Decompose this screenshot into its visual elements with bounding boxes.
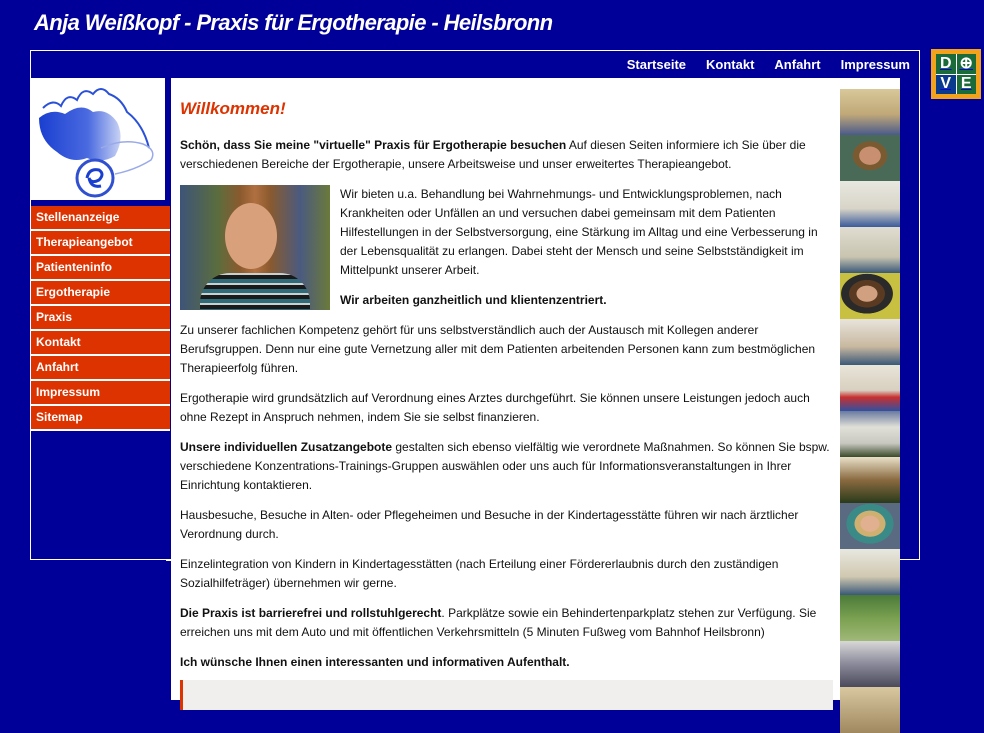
portrait-face: [225, 203, 277, 269]
offer-paragraph: Wir bieten u.a. Behandlung bei Wahrnehmungs- und Entwicklungsproblemen, nach Krankheiten oder Unfällen an und versuchen dabei gemeinsam mit dem Patienten Hilfestellungen in der Selbstversorgung, eine Stärkung im Alltag und eine Verbesserung in der Lebensqualität zu erlangen. Dabei steht der Mensch und seine Selbstständigkeit im Mittelpunkt unserer Arbeit.: [340, 187, 818, 277]
photo-therapy-room[interactable]: [840, 89, 900, 135]
closing-bold: Ich wünsche Ihnen einen interessanten und informativen Aufenthalt.: [180, 655, 570, 669]
visits-paragraph: Hausbesuche, Besuche in Alten- oder Pflegeheimen und Besuche in der Kindertagesstätte führen wir nach ärztlicher Verordnung durch.: [180, 508, 799, 541]
closing-paragraph: [180, 653, 830, 672]
photo-strip: [840, 89, 900, 733]
intro-paragraph: [180, 136, 830, 174]
dve-logo-grid: [936, 54, 976, 94]
integration-paragraph: Einzelintegration von Kindern in Kindertagesstätten (nach Erteilung einer Fördererlaubnis durch den zuständigen Sozialhilfeträger) übernehmen wir gerne.: [180, 557, 779, 590]
photo-portrait-curly[interactable]: [840, 135, 900, 181]
photo-shelves[interactable]: [840, 319, 900, 365]
dve-letter-v: V: [936, 75, 956, 95]
holistic-bold: Wir arbeiten ganzheitlich und klientenzentriert.: [340, 293, 607, 307]
dve-partner-logo[interactable]: [931, 49, 981, 99]
photo-reception[interactable]: [840, 457, 900, 503]
notice-box: [180, 680, 833, 710]
sidebar-item-praxis[interactable]: Praxis: [31, 306, 170, 331]
photo-mats[interactable]: [840, 365, 900, 411]
accessibility-bold: Die Praxis ist barrierefrei und rollstuhlgerecht: [180, 606, 442, 620]
prescription-paragraph: Ergotherapie wird grundsätzlich auf Verordnung eines Arztes durchgeführt. Sie können unsere Leistungen jedoch auch ohne Rezept in Anspruch nehmen, indem Sie sie selbst finanzieren.: [180, 391, 810, 424]
photo-gym-room[interactable]: [840, 181, 900, 227]
practice-logo[interactable]: [31, 78, 165, 200]
competence-paragraph: Zu unserer fachlichen Kompetenz gehört für uns selbstverständlich auch der Austausch mit Kollegen anderer Berufsgruppen. Denn nur eine gute Vernetzung aller mit dem Patienten arbeitenden Personen kann zum bestmöglichen Therapieerfolg führen.: [180, 323, 816, 375]
accessibility-text: . Parkplätze sowie ein Behindertenparkplatz stehen zur Verfügung. Sie erreichen uns mit dem Auto und mit öffentlichen Verkehrsmitteln (5 Minuten Fußweg vom Bahnhof Heilsbronn): [180, 606, 817, 639]
content-area: [171, 78, 900, 700]
topnav-impressum[interactable]: Impressum: [840, 57, 910, 72]
photo-tables-room[interactable]: [840, 227, 900, 273]
accessibility-paragraph: [180, 604, 830, 642]
photo-garden[interactable]: [840, 595, 900, 641]
main-article: [180, 78, 830, 683]
sidebar-item-sitemap[interactable]: Sitemap: [31, 406, 170, 431]
extras-text: gestalten sich ebenso vielfältig wie verordnete Maßnahmen. So können Sie bspw. verschiedene Konzentrations-Trainings-Gruppen auswählen oder uns auch für Informationsveranstaltungen in Ihrer Einrichtung kontaktieren.: [180, 440, 830, 492]
site-title: Anja Weißkopf - Praxis für Ergotherapie - Heilsbronn: [34, 10, 553, 35]
photo-building[interactable]: [840, 411, 900, 457]
photo-room[interactable]: [840, 687, 900, 733]
hands-logo-icon: [31, 78, 165, 200]
sidebar-navigation: [31, 206, 170, 431]
topnav-startseite[interactable]: Startseite: [626, 57, 687, 72]
intro-bold: Schön, dass Sie meine "virtuelle" Praxis für Ergotherapie besuchen: [180, 138, 567, 152]
extras-paragraph: [180, 438, 830, 495]
photo-storage[interactable]: [840, 549, 900, 595]
dve-letter-d: D: [936, 54, 956, 74]
therapist-portrait-image: [180, 185, 330, 310]
extras-bold: Unsere individuellen Zusatzangebote: [180, 440, 393, 454]
page-title: Willkommen!: [180, 99, 286, 118]
dve-letter-e: E: [957, 75, 977, 95]
photo-portrait-dark[interactable]: [840, 273, 900, 319]
photo-treatment-room[interactable]: [840, 641, 900, 687]
topnav-anfahrt[interactable]: Anfahrt: [774, 57, 821, 72]
sidebar-item-patienteninfo[interactable]: Patienteninfo: [31, 256, 170, 281]
sidebar-item-impressum[interactable]: Impressum: [31, 381, 170, 406]
topnav-kontakt[interactable]: Kontakt: [706, 57, 755, 72]
intro-text: Auf diesen Seiten informiere ich Sie über die verschiedenen Bereiche der Ergotherapie, unsere Arbeitsweise und unser erweitertes Therapieangebot.: [180, 138, 806, 171]
top-navigation: [31, 51, 919, 78]
portrait-shirt: [200, 273, 310, 310]
sidebar-item-stellenanzeige[interactable]: Stellenanzeige: [31, 206, 170, 231]
photo-portrait-blonde[interactable]: [840, 503, 900, 549]
sidebar-item-therapieangebot[interactable]: Therapieangebot: [31, 231, 170, 256]
dve-cross-circle-icon: ⊕: [957, 54, 977, 74]
sidebar-item-anfahrt[interactable]: Anfahrt: [31, 356, 170, 381]
sidebar-item-kontakt[interactable]: Kontakt: [31, 331, 170, 356]
sidebar-item-ergotherapie[interactable]: Ergotherapie: [31, 281, 170, 306]
